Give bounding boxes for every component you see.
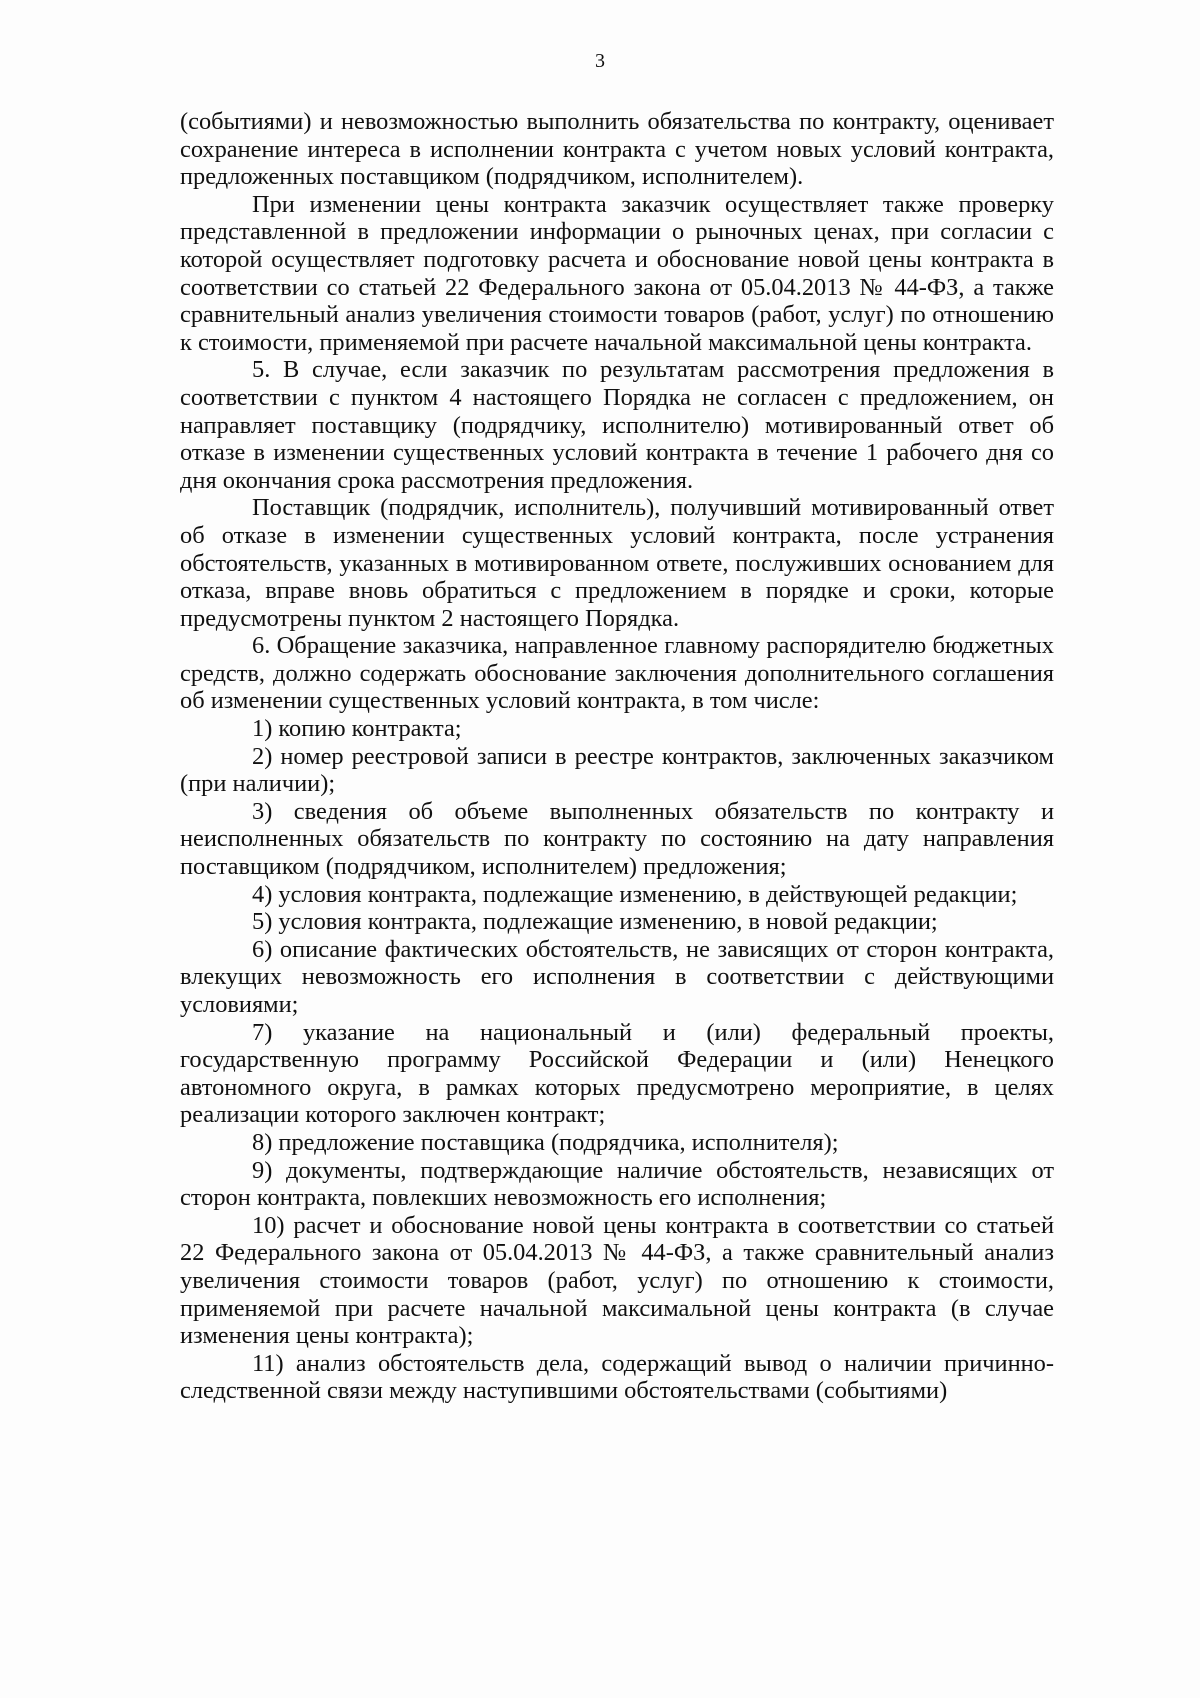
paragraph: (событиями) и невозможностью выполнить обязательства по контракту, оценивает сохранение интереса в исполнении контракта с учетом новых условий контракта, предложенных поставщиком (подрядчиком, исполнителем). (180, 108, 1054, 191)
list-item: 8) предложение поставщика (подрядчика, исполнителя); (252, 1128, 839, 1156)
list-item: 2) номер реестровой записи в реестре контрактов, заключенных заказчиком (при наличии); (180, 742, 1054, 798)
list-item: 4) условия контракта, подлежащие изменению, в действующей редакции; (252, 880, 1018, 908)
list-item: 11) анализ обстоятельств дела, содержащий вывод о наличии причинно-следственной связи между наступившими обстоятельствами (событиями) (180, 1349, 1054, 1405)
list-item: 3) сведения об объеме выполненных обязательств по контракту и неисполненных обязательств по контракту по состоянию на дату направления поставщиком (подрядчиком, исполнителем) предложения; (180, 797, 1054, 881)
paragraph: При изменении цены контракта заказчик осуществляет также проверку представленной в предложении информации о рыночных ценах, при согласии с которой осуществляет подготовку расчета и обоснование новой цены контракта в соответствии со статьей 22 Федерального закона от 05.04.2013 № 44-ФЗ, а также сравнительный анализ увеличения стоимости товаров (работ, услуг) по отношению к стоимости, применяемой при расчете начальной максимальной цены контракта. (180, 190, 1054, 356)
paragraph: 5. В случае, если заказчик по результатам рассмотрения предложения в соответствии с пунктом 4 настоящего Порядка не согласен с предложением, он направляет поставщику (подрядчику, исполнителю) мотивированный ответ об отказе в изменении существенных условий контракта в течение 1 рабочего дня со дня окончания срока рассмотрения предложения. (180, 356, 1054, 494)
list-item: 1) копию контракта; (252, 715, 462, 743)
list-item: 7) указание на национальный и (или) федеральный проекты, государственную программу Российской Федерации и (или) Ненецкого автономного округа, в рамках которых предусмотрено мероприятие, в целях реализации которого заключен контракт; (180, 1018, 1054, 1129)
list-item: 9) документы, подтверждающие наличие обстоятельств, независящих от сторон контракта, повлекших невозможность его исполнения; (180, 1156, 1054, 1212)
page-number: 3 (595, 50, 605, 72)
document-body (180, 108, 1054, 1405)
paragraph: 6. Обращение заказчика, направленное главному распорядителю бюджетных средств, должно содержать обоснование заключения дополнительного соглашения об изменении существенных условий контракта, в том числе: (180, 632, 1054, 715)
list-item: 6) описание фактических обстоятельств, не зависящих от сторон контракта, влекущих невозможность его исполнения в соответствии с действующими условиями; (180, 935, 1054, 1018)
list-item: 5) условия контракта, подлежащие изменению, в новой редакции; (252, 908, 938, 936)
list-item: 10) расчет и обоснование новой цены контракта в соответствии со статьей 22 Федерального закона от 05.04.2013 № 44-ФЗ, а также сравнительный анализ увеличения стоимости товаров (работ, услуг) по отношению к стоимости, применяемой при расчете начальной максимальной цены контракта (в случае изменения цены контракта); (180, 1211, 1054, 1350)
paragraph: Поставщик (подрядчик, исполнитель), получивший мотивированный ответ об отказе в изменении существенных условий контракта, после устранения обстоятельств, указанных в мотивированном ответе, послуживших основанием для отказа, вправе вновь обратиться с предложением в порядке и сроки, которые предусмотрены пунктом 2 настоящего Порядка. (180, 494, 1054, 632)
